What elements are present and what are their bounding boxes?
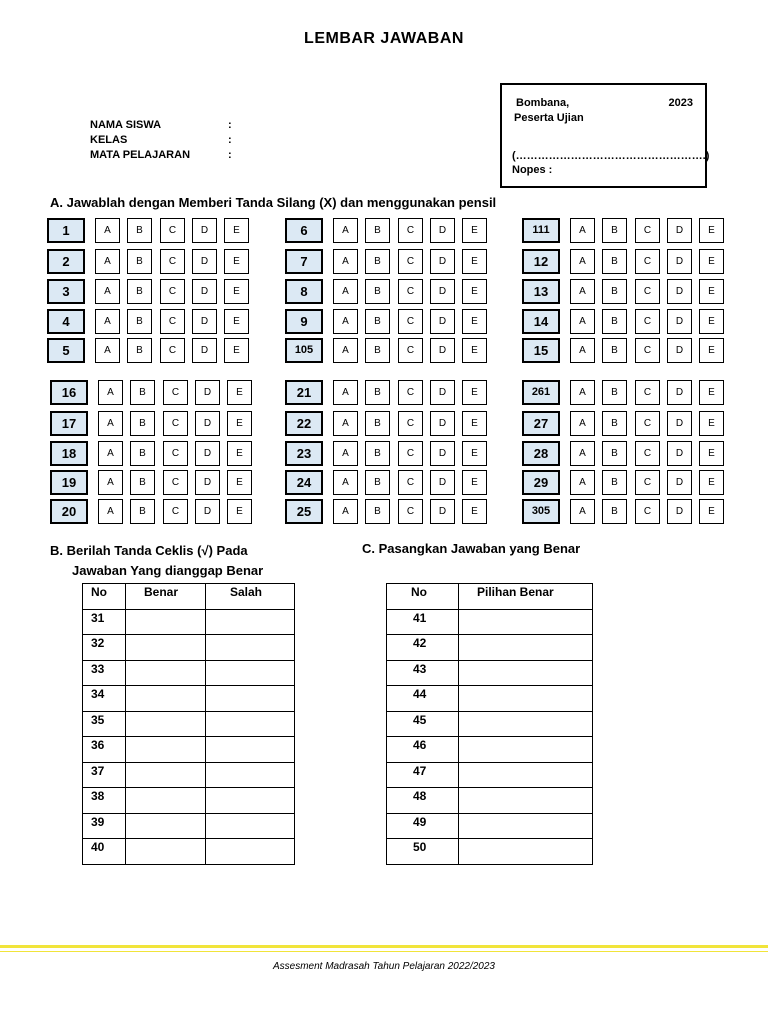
option-b-box[interactable]: B bbox=[365, 338, 390, 363]
option-a-box[interactable]: A bbox=[95, 218, 120, 243]
option-a-box[interactable]: A bbox=[570, 499, 595, 524]
question-number: 34 bbox=[83, 686, 126, 712]
mata-pelajaran-row bbox=[90, 149, 232, 164]
question-number: 31 bbox=[83, 609, 126, 635]
option-c-box[interactable]: C bbox=[635, 338, 660, 363]
option-e-box[interactable]: E bbox=[699, 338, 724, 363]
signature-box bbox=[500, 83, 710, 188]
kelas-label: KELAS bbox=[90, 134, 128, 146]
nama-siswa-label: NAMA SISWA bbox=[90, 119, 162, 131]
option-e-box[interactable]: E bbox=[462, 411, 487, 436]
option-b-box[interactable]: B bbox=[602, 441, 627, 466]
option-a-box[interactable]: A bbox=[570, 279, 595, 304]
option-c-box[interactable]: C bbox=[398, 499, 423, 524]
question-number: 21 bbox=[285, 380, 323, 405]
question-number: 39 bbox=[83, 813, 126, 839]
table-row bbox=[83, 660, 295, 686]
option-d-box[interactable]: D bbox=[192, 218, 217, 243]
table-row bbox=[387, 762, 593, 788]
salah-cell[interactable] bbox=[206, 711, 295, 737]
question-number: 111 bbox=[522, 218, 560, 243]
question-number: 41 bbox=[387, 609, 459, 635]
option-c-box[interactable]: C bbox=[635, 470, 660, 495]
benar-cell[interactable] bbox=[126, 737, 206, 763]
option-c-box[interactable]: C bbox=[635, 441, 660, 466]
option-b-box[interactable]: B bbox=[130, 441, 155, 466]
option-b-box[interactable]: B bbox=[602, 249, 627, 274]
option-c-box[interactable]: C bbox=[163, 441, 188, 466]
option-b-box[interactable]: B bbox=[602, 411, 627, 436]
benar-cell[interactable] bbox=[126, 839, 206, 865]
option-c-box[interactable]: C bbox=[163, 470, 188, 495]
option-d-box[interactable]: D bbox=[430, 470, 455, 495]
option-c-box[interactable]: C bbox=[160, 249, 185, 274]
option-c-box[interactable]: C bbox=[635, 309, 660, 334]
option-e-box[interactable]: E bbox=[462, 441, 487, 466]
option-d-box[interactable]: D bbox=[667, 279, 692, 304]
option-e-box[interactable]: E bbox=[699, 499, 724, 524]
option-b-box[interactable]: B bbox=[127, 249, 152, 274]
table-row bbox=[387, 839, 593, 865]
benar-cell[interactable] bbox=[126, 609, 206, 635]
option-e-box[interactable]: E bbox=[699, 279, 724, 304]
option-b-box[interactable]: B bbox=[130, 470, 155, 495]
option-b-box[interactable]: B bbox=[602, 309, 627, 334]
option-a-box[interactable]: A bbox=[333, 411, 358, 436]
option-a-box[interactable]: A bbox=[95, 249, 120, 274]
question-number: 7 bbox=[285, 249, 323, 274]
option-d-box[interactable]: D bbox=[667, 309, 692, 334]
option-d-box[interactable]: D bbox=[195, 380, 220, 405]
colon: : bbox=[228, 149, 232, 161]
option-b-box[interactable]: B bbox=[365, 249, 390, 274]
option-a-box[interactable]: A bbox=[570, 380, 595, 405]
mata-pelajaran-label: MATA PELAJARAN bbox=[90, 149, 191, 161]
option-e-box[interactable]: E bbox=[224, 338, 249, 363]
option-a-box[interactable]: A bbox=[98, 499, 123, 524]
option-a-box[interactable]: A bbox=[95, 279, 120, 304]
option-a-box[interactable]: A bbox=[570, 249, 595, 274]
nama-siswa-row bbox=[90, 119, 232, 134]
option-a-box[interactable]: A bbox=[98, 441, 123, 466]
option-c-box[interactable]: C bbox=[398, 411, 423, 436]
benar-cell[interactable] bbox=[126, 762, 206, 788]
option-e-box[interactable]: E bbox=[699, 218, 724, 243]
option-b-box[interactable]: B bbox=[602, 499, 627, 524]
option-a-box[interactable]: A bbox=[98, 411, 123, 436]
option-c-box[interactable]: C bbox=[398, 218, 423, 243]
table-row bbox=[387, 788, 593, 814]
option-d-box[interactable]: D bbox=[195, 499, 220, 524]
true-false-table bbox=[82, 583, 295, 865]
benar-cell[interactable] bbox=[126, 711, 206, 737]
question-number: 45 bbox=[387, 711, 459, 737]
table-row bbox=[387, 711, 593, 737]
benar-cell[interactable] bbox=[126, 813, 206, 839]
question-number: 4 bbox=[47, 309, 85, 334]
option-b-box[interactable]: B bbox=[602, 338, 627, 363]
benar-cell[interactable] bbox=[126, 686, 206, 712]
option-a-box[interactable]: A bbox=[333, 380, 358, 405]
option-d-box[interactable]: D bbox=[667, 218, 692, 243]
option-c-box[interactable]: C bbox=[398, 279, 423, 304]
option-d-box[interactable]: D bbox=[430, 249, 455, 274]
pilihan-benar-cell[interactable] bbox=[459, 737, 593, 763]
option-c-box[interactable]: C bbox=[398, 470, 423, 495]
option-d-box[interactable]: D bbox=[195, 470, 220, 495]
pilihan-benar-cell[interactable] bbox=[459, 839, 593, 865]
benar-cell[interactable] bbox=[126, 660, 206, 686]
question-number: 15 bbox=[522, 338, 560, 363]
option-c-box[interactable]: C bbox=[635, 499, 660, 524]
option-a-box[interactable]: A bbox=[333, 338, 358, 363]
option-e-box[interactable]: E bbox=[462, 338, 487, 363]
question-number: 37 bbox=[83, 762, 126, 788]
salah-cell[interactable] bbox=[206, 839, 295, 865]
option-a-box[interactable]: A bbox=[570, 411, 595, 436]
colon: : bbox=[228, 119, 232, 131]
option-a-box[interactable]: A bbox=[570, 218, 595, 243]
table-row bbox=[83, 839, 295, 865]
option-a-box[interactable]: A bbox=[333, 441, 358, 466]
question-number: 49 bbox=[387, 813, 459, 839]
pilihan-benar-cell[interactable] bbox=[459, 660, 593, 686]
option-b-box[interactable]: B bbox=[130, 499, 155, 524]
section-b-line1: B. Berilah Tanda Ceklis (√) Pada bbox=[50, 543, 248, 558]
option-d-box[interactable]: D bbox=[667, 499, 692, 524]
table-row bbox=[387, 686, 593, 712]
option-e-box[interactable]: E bbox=[224, 249, 249, 274]
question-number: 2 bbox=[47, 249, 85, 274]
pilihan-benar-cell[interactable] bbox=[459, 635, 593, 661]
table-row bbox=[387, 660, 593, 686]
question-number: 13 bbox=[522, 279, 560, 304]
option-e-box[interactable]: E bbox=[224, 218, 249, 243]
header-salah: Salah bbox=[206, 584, 295, 610]
section-a-instruction: A. Jawablah dengan Memberi Tanda Silang (X) dan menggunakan pensil bbox=[50, 195, 497, 210]
option-d-box[interactable]: D bbox=[667, 441, 692, 466]
option-c-box[interactable]: C bbox=[398, 249, 423, 274]
option-c-box[interactable]: C bbox=[635, 279, 660, 304]
table-row bbox=[83, 813, 295, 839]
question-number: 8 bbox=[285, 279, 323, 304]
option-d-box[interactable]: D bbox=[192, 249, 217, 274]
question-number: 18 bbox=[50, 441, 88, 466]
footer-rule-thin bbox=[0, 951, 768, 952]
option-a-box[interactable]: A bbox=[333, 279, 358, 304]
page-title: LEMBAR JAWABAN bbox=[304, 30, 464, 47]
table-row bbox=[83, 635, 295, 661]
option-d-box[interactable]: D bbox=[195, 411, 220, 436]
question-number: 3 bbox=[47, 279, 85, 304]
section-c-instruction: C. Pasangkan Jawaban yang Benar bbox=[362, 541, 581, 556]
question-number: 36 bbox=[83, 737, 126, 763]
question-number: 23 bbox=[285, 441, 323, 466]
section-b-line2: Jawaban Yang dianggap Benar bbox=[72, 563, 264, 578]
option-e-box[interactable]: E bbox=[699, 380, 724, 405]
option-c-box[interactable]: C bbox=[163, 411, 188, 436]
option-e-box[interactable]: E bbox=[699, 470, 724, 495]
option-a-box[interactable]: A bbox=[333, 470, 358, 495]
option-e-box[interactable]: E bbox=[699, 249, 724, 274]
student-info bbox=[90, 119, 232, 164]
salah-cell[interactable] bbox=[206, 660, 295, 686]
option-d-box[interactable]: D bbox=[430, 499, 455, 524]
option-a-box[interactable]: A bbox=[570, 309, 595, 334]
option-d-box[interactable]: D bbox=[430, 411, 455, 436]
option-e-box[interactable]: E bbox=[462, 380, 487, 405]
option-c-box[interactable]: C bbox=[398, 338, 423, 363]
table-row bbox=[83, 737, 295, 763]
option-a-box[interactable]: A bbox=[333, 499, 358, 524]
option-b-box[interactable]: B bbox=[365, 411, 390, 436]
option-a-box[interactable]: A bbox=[333, 218, 358, 243]
salah-cell[interactable] bbox=[206, 813, 295, 839]
option-c-box[interactable]: C bbox=[160, 279, 185, 304]
option-e-box[interactable]: E bbox=[462, 249, 487, 274]
salah-cell[interactable] bbox=[206, 737, 295, 763]
matching-table bbox=[386, 583, 593, 865]
option-b-box[interactable]: B bbox=[602, 470, 627, 495]
question-number: 33 bbox=[83, 660, 126, 686]
question-number: 32 bbox=[83, 635, 126, 661]
option-d-box[interactable]: D bbox=[667, 411, 692, 436]
option-c-box[interactable]: C bbox=[160, 309, 185, 334]
option-e-box[interactable]: E bbox=[462, 470, 487, 495]
option-a-box[interactable]: A bbox=[95, 338, 120, 363]
salah-cell[interactable] bbox=[206, 686, 295, 712]
section-b-instruction bbox=[50, 541, 263, 581]
option-b-box[interactable]: B bbox=[602, 218, 627, 243]
option-d-box[interactable]: D bbox=[192, 279, 217, 304]
year-label: 2023 bbox=[668, 97, 693, 109]
benar-cell[interactable] bbox=[126, 788, 206, 814]
option-b-box[interactable]: B bbox=[127, 338, 152, 363]
role-label: Peserta Ujian bbox=[514, 112, 584, 124]
option-d-box[interactable]: D bbox=[667, 249, 692, 274]
table-row bbox=[387, 813, 593, 839]
option-a-box[interactable]: A bbox=[95, 309, 120, 334]
option-c-box[interactable]: C bbox=[398, 380, 423, 405]
option-e-box[interactable]: E bbox=[462, 218, 487, 243]
option-a-box[interactable]: A bbox=[98, 380, 123, 405]
question-number: 43 bbox=[387, 660, 459, 686]
question-number: 305 bbox=[522, 499, 560, 524]
benar-cell[interactable] bbox=[126, 635, 206, 661]
table-row bbox=[83, 686, 295, 712]
question-number: 14 bbox=[522, 309, 560, 334]
option-b-box[interactable]: B bbox=[365, 309, 390, 334]
question-number: 42 bbox=[387, 635, 459, 661]
salah-cell[interactable] bbox=[206, 635, 295, 661]
pilihan-benar-cell[interactable] bbox=[459, 609, 593, 635]
option-e-box[interactable]: E bbox=[227, 380, 252, 405]
option-e-box[interactable]: E bbox=[462, 499, 487, 524]
option-d-box[interactable]: D bbox=[192, 338, 217, 363]
question-number: 6 bbox=[285, 218, 323, 243]
option-e-box[interactable]: E bbox=[462, 309, 487, 334]
salah-cell[interactable] bbox=[206, 788, 295, 814]
header-pilihan-benar: Pilihan Benar bbox=[459, 584, 593, 610]
header-benar: Benar bbox=[126, 584, 206, 610]
option-a-box[interactable]: A bbox=[98, 470, 123, 495]
question-number: 17 bbox=[50, 411, 88, 436]
pilihan-benar-cell[interactable] bbox=[459, 813, 593, 839]
option-e-box[interactable]: E bbox=[699, 441, 724, 466]
option-b-box[interactable]: B bbox=[130, 411, 155, 436]
option-e-box[interactable]: E bbox=[699, 411, 724, 436]
option-e-box[interactable]: E bbox=[227, 499, 252, 524]
option-a-box[interactable]: A bbox=[570, 441, 595, 466]
kelas-row bbox=[90, 134, 232, 149]
option-d-box[interactable]: D bbox=[195, 441, 220, 466]
option-d-box[interactable]: D bbox=[430, 441, 455, 466]
question-number: 44 bbox=[387, 686, 459, 712]
option-b-box[interactable]: B bbox=[365, 470, 390, 495]
table-header-row bbox=[387, 584, 593, 610]
question-number: 22 bbox=[285, 411, 323, 436]
table-row bbox=[387, 635, 593, 661]
question-number: 12 bbox=[522, 249, 560, 274]
option-d-box[interactable]: D bbox=[667, 380, 692, 405]
option-c-box[interactable]: C bbox=[163, 499, 188, 524]
footer-text: Assesment Madrasah Tahun Pelajaran 2022/2023 bbox=[272, 961, 495, 972]
option-d-box[interactable]: D bbox=[667, 338, 692, 363]
question-number: 48 bbox=[387, 788, 459, 814]
option-b-box[interactable]: B bbox=[365, 218, 390, 243]
table-row bbox=[387, 609, 593, 635]
question-number: 35 bbox=[83, 711, 126, 737]
option-c-box[interactable]: C bbox=[635, 380, 660, 405]
question-number: 40 bbox=[83, 839, 126, 865]
option-e-box[interactable]: E bbox=[224, 279, 249, 304]
option-b-box[interactable]: B bbox=[130, 380, 155, 405]
option-b-box[interactable]: B bbox=[365, 441, 390, 466]
option-c-box[interactable]: C bbox=[398, 441, 423, 466]
table-row bbox=[387, 737, 593, 763]
option-d-box[interactable]: D bbox=[430, 338, 455, 363]
pilihan-benar-cell[interactable] bbox=[459, 686, 593, 712]
footer-rule bbox=[0, 945, 768, 948]
salah-cell[interactable] bbox=[206, 762, 295, 788]
table-row bbox=[83, 711, 295, 737]
option-d-box[interactable]: D bbox=[430, 380, 455, 405]
option-c-box[interactable]: C bbox=[160, 338, 185, 363]
option-b-box[interactable]: B bbox=[365, 279, 390, 304]
question-number: 25 bbox=[285, 499, 323, 524]
question-number: 261 bbox=[522, 380, 560, 405]
table-row bbox=[83, 609, 295, 635]
question-number: 19 bbox=[50, 470, 88, 495]
option-c-box[interactable]: C bbox=[635, 218, 660, 243]
salah-cell[interactable] bbox=[206, 609, 295, 635]
question-number: 47 bbox=[387, 762, 459, 788]
pilihan-benar-cell[interactable] bbox=[459, 788, 593, 814]
option-e-box[interactable]: E bbox=[227, 441, 252, 466]
option-b-box[interactable]: B bbox=[127, 309, 152, 334]
option-b-box[interactable]: B bbox=[602, 380, 627, 405]
question-number: 20 bbox=[50, 499, 88, 524]
option-b-box[interactable]: B bbox=[127, 279, 152, 304]
pilihan-benar-cell[interactable] bbox=[459, 711, 593, 737]
option-b-box[interactable]: B bbox=[365, 499, 390, 524]
question-number: 16 bbox=[50, 380, 88, 405]
header-no: No bbox=[387, 584, 459, 610]
question-number: 50 bbox=[387, 839, 459, 865]
question-number: 105 bbox=[285, 338, 323, 363]
option-d-box[interactable]: D bbox=[667, 470, 692, 495]
option-e-box[interactable]: E bbox=[224, 309, 249, 334]
option-e-box[interactable]: E bbox=[462, 279, 487, 304]
option-d-box[interactable]: D bbox=[430, 218, 455, 243]
option-e-box[interactable]: E bbox=[227, 470, 252, 495]
option-e-box[interactable]: E bbox=[699, 309, 724, 334]
option-c-box[interactable]: C bbox=[160, 218, 185, 243]
table-row bbox=[83, 762, 295, 788]
option-d-box[interactable]: D bbox=[430, 279, 455, 304]
colon: : bbox=[228, 134, 232, 146]
option-a-box[interactable]: A bbox=[570, 470, 595, 495]
place-label: Bombana, bbox=[516, 97, 570, 109]
option-d-box[interactable]: D bbox=[430, 309, 455, 334]
signature-name-line: (…………………………………………….) bbox=[512, 150, 710, 162]
option-c-box[interactable]: C bbox=[398, 309, 423, 334]
nopes-label: Nopes : bbox=[512, 164, 553, 176]
pilihan-benar-cell[interactable] bbox=[459, 762, 593, 788]
table-header-row bbox=[83, 584, 295, 610]
table-row bbox=[83, 788, 295, 814]
question-number: 38 bbox=[83, 788, 126, 814]
option-e-box[interactable]: E bbox=[227, 411, 252, 436]
option-c-box[interactable]: C bbox=[163, 380, 188, 405]
question-number: 24 bbox=[285, 470, 323, 495]
option-a-box[interactable]: A bbox=[333, 309, 358, 334]
question-number: 9 bbox=[285, 309, 323, 334]
header-no: No bbox=[83, 584, 126, 610]
option-d-box[interactable]: D bbox=[192, 309, 217, 334]
question-number: 1 bbox=[47, 218, 85, 243]
question-number: 28 bbox=[522, 441, 560, 466]
question-number: 5 bbox=[47, 338, 85, 363]
option-b-box[interactable]: B bbox=[365, 380, 390, 405]
option-b-box[interactable]: B bbox=[602, 279, 627, 304]
option-a-box[interactable]: A bbox=[570, 338, 595, 363]
option-b-box[interactable]: B bbox=[127, 218, 152, 243]
question-number: 46 bbox=[387, 737, 459, 763]
question-number: 27 bbox=[522, 411, 560, 436]
option-a-box[interactable]: A bbox=[333, 249, 358, 274]
question-number: 29 bbox=[522, 470, 560, 495]
option-c-box[interactable]: C bbox=[635, 411, 660, 436]
option-c-box[interactable]: C bbox=[635, 249, 660, 274]
